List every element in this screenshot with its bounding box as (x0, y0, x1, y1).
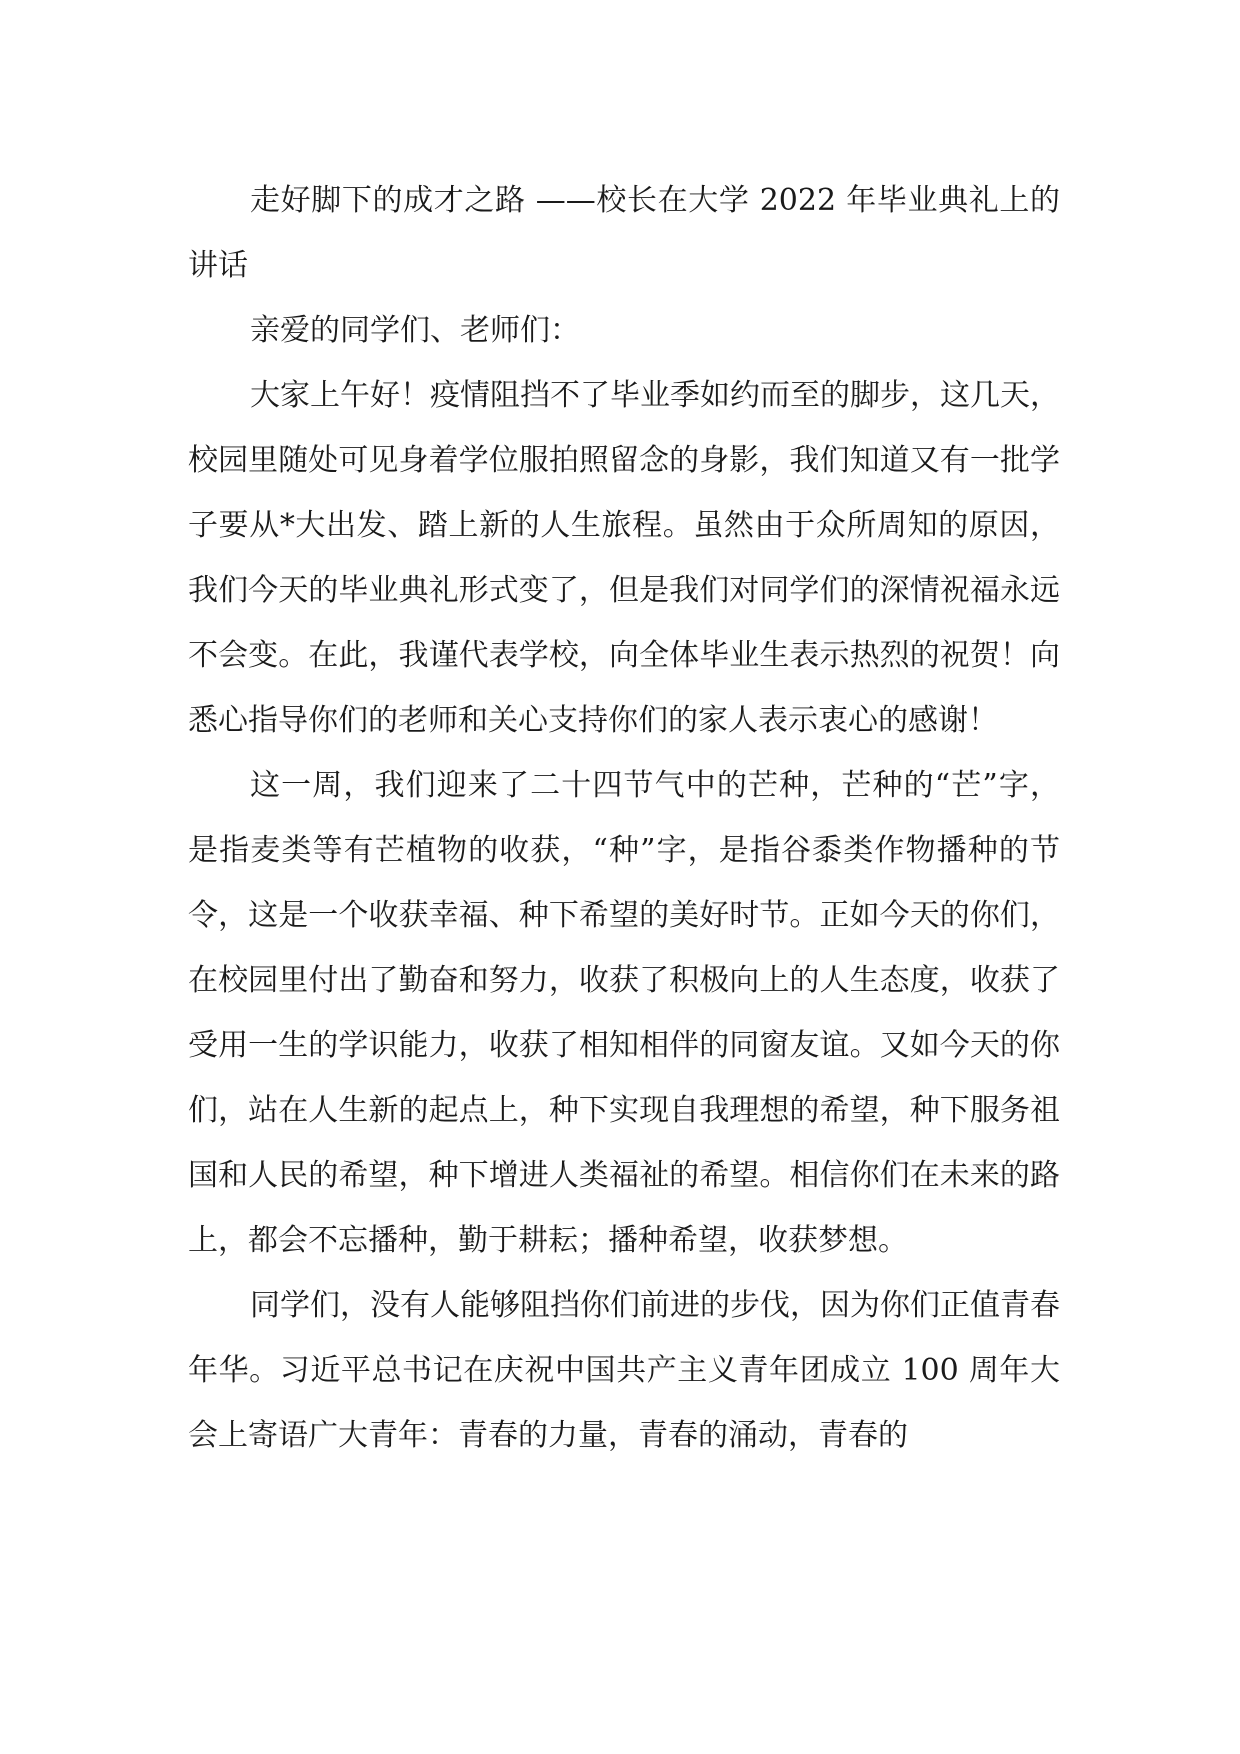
document-body (188, 168, 1060, 1468)
salutation: 亲爱的同学们、老师们： (250, 313, 580, 348)
paragraph-3: 同学们，没有人能够阻挡你们前进的步伐，因为你们正值青春年华。习近平总书记在庆祝中国共产主义青年团成立 100 周年大会上寄语广大青年：青春的力量，青春的涌动，青春的 (188, 1288, 1060, 1453)
document-title: 走好脚下的成才之路 ——校长在大学 2022 年毕业典礼上的讲话 (188, 183, 1060, 283)
paragraph-1: 大家上午好！疫情阻挡不了毕业季如约而至的脚步，这几天，校园里随处可见身着学位服拍照留念的身影，我们知道又有一批学子要从*大出发、踏上新的人生旅程。虽然由于众所周知的原因，我们今天的毕业典礼形式变了，但是我们对同学们的深情祝福永远不会变。在此，我谨代表学校，向全体毕业生表示热烈的祝贺！向悉心指导你们的老师和关心支持你们的家人表示衷心的感谢！ (188, 378, 1060, 738)
paragraph-2: 这一周，我们迎来了二十四节气中的芒种，芒种的“芒”字，是指麦类等有芒植物的收获，“种”字，是指谷黍类作物播种的节令，这是一个收获幸福、种下希望的美好时节。正如今天的你们，在校园里付出了勤奋和努力，收获了积极向上的人生态度，收获了受用一生的学识能力，收获了相知相伴的同窗友谊。又如今天的你们，站在人生新的起点上，种下实现自我理想的希望，种下服务祖国和人民的希望，种下增进人类福祉的希望。相信你们在未来的路上，都会不忘播种，勤于耕耘；播种希望，收获梦想。 (188, 768, 1060, 1258)
